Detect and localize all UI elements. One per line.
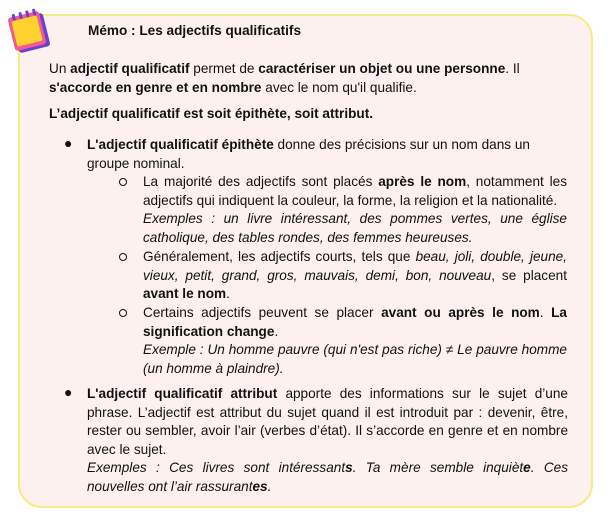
sub-bullet [119, 309, 127, 317]
section-subtitle: L’adjectif qualificatif est soit épithète, soit attribut. [49, 106, 374, 121]
epithete-item-3: Certains adjectifs peuvent se placer avant ou après le nom. La signification change. Exemple : Un homme pauvre (qui n'est pas riche) ≠ Le pauvre homme (un homme à plaindre). [143, 305, 567, 376]
notepad-icon [1, 2, 59, 62]
intro-paragraph: Un adjectif qualificatif permet de caractériser un objet ou une personne. Il s'accorde en genre et en nombre avec le nom qu'il qualifie. [49, 61, 520, 95]
example-text: Exemples : un livre intéressant, des pommes vertes, une église catholique, des tables rondes, des femmes heureuses. [143, 211, 567, 245]
page-title: Mémo : Les adjectifs qualificatifs [88, 23, 302, 38]
bullet: ● [64, 135, 73, 151]
epithete-item-1: La majorité des adjectifs sont placés après le nom, notamment les adjectifs qui indiquent la couleur, la forme, la religion et la nationalité. Exemples : un livre intéressant, des pommes vertes, une église catholique, des tables rondes, des femmes heureuses. [143, 174, 568, 245]
example-text: Exemple : Un homme pauvre (qui n'est pas riche) ≠ Le pauvre homme (un homme à plaindre). [143, 342, 567, 376]
epithete-paragraph: L'adjectif qualificatif épithète donne des précisions sur un nom dans un groupe nominal. [87, 137, 530, 171]
sub-bullet [119, 178, 127, 186]
sub-bullet [119, 253, 127, 261]
epithete-item-2: Généralement, les adjectifs courts, tels que beau, joli, double, jeune, vieux, petit, grand, gros, mauvais, demi, bon, nouveau, se placent avant le nom. [143, 249, 568, 302]
bullet: ● [64, 384, 73, 400]
attribut-paragraph: L'adjectif qualificatif attribut apporte des informations sur le sujet d’une phrase. L’adjectif est attribut du sujet quand il est introduit par : devenir, être, rester ou sembler, avoir l’air (verbes d’état). Il s’accorde en genre et en nombre avec le sujet. Exemples : Ces livres sont intéressants. Ta mère semble inquiète. Ces nouvelles ont l’air rassurantes. [87, 386, 568, 494]
